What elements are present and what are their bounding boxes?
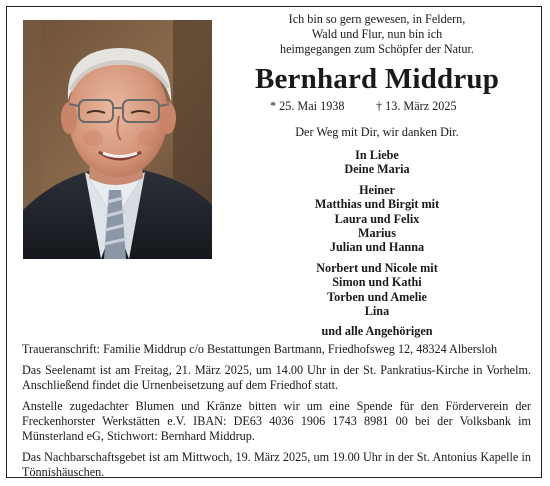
poem-line: heimgegangen zum Schöpfer der Natur. — [280, 42, 474, 56]
prayer-notice: Das Nachbarschaftsgebet ist am Mittwoch, 19. März 2025, um 19.00 Uhr in der St. Antonius Kapelle in Tönnishäuschen. — [22, 450, 531, 479]
life-dates — [218, 99, 536, 115]
poem — [218, 12, 536, 57]
birth-date: * 25. Mai 1938 — [270, 99, 345, 113]
mourner-line: Norbert und Nicole mit — [316, 260, 438, 275]
deceased-name: Bernhard Middrup — [254, 63, 500, 95]
mourner-line: Deine Maria — [344, 162, 410, 177]
poem-line: Ich bin so gern gewesen, in Feldern, — [288, 12, 466, 26]
mourning-address: Traueranschrift: Familie Middrup c/o Bestattungen Bartmann, Friedhofsweg 12, 48324 Albersloh — [22, 342, 498, 356]
requiem-notice: Das Seelenamt ist am Freitag, 21. März 2025, um 14.00 Uhr in der St. Pankratius-Kirche in Vorhelm. Anschließend findet die Urnenbeisetzung auf dem Friedhof statt. — [22, 363, 531, 392]
donation-notice: Anstelle zugedachter Blumen und Kränze bitten wir um eine Spende für den Förderverein der Freckenhorster Werkstätten e.V. IBAN: DE63 4036 1906 1743 8981 00 bei der Volksbank im Münsterland eG, Stichwort: Bernhard Middrup. — [22, 399, 531, 443]
mourner-line: Laura und Felix — [334, 211, 420, 226]
mourner-line: Lina — [364, 304, 390, 319]
mourner-line: In Liebe — [355, 148, 399, 162]
mourner-line: Torben und Amelie — [327, 289, 427, 304]
mourner-line: Heiner — [359, 182, 395, 197]
mourner-line: Marius — [358, 226, 396, 241]
obituary-main — [218, 12, 536, 339]
death-date: † 13. März 2025 — [376, 99, 457, 113]
mourner-line: Matthias und Birgit mit — [314, 197, 440, 212]
motto: Der Weg mit Dir, wir danken Dir. — [295, 125, 459, 139]
portrait-photo — [23, 20, 212, 259]
mourners-list — [218, 148, 536, 339]
mourner-line: Julian und Hanna — [329, 240, 425, 255]
mourner-line: Simon und Kathi — [332, 275, 422, 290]
notices — [22, 342, 531, 486]
mourner-line: und alle Angehörigen — [321, 324, 433, 339]
poem-line: Wald und Flur, nun bin ich — [311, 27, 443, 41]
